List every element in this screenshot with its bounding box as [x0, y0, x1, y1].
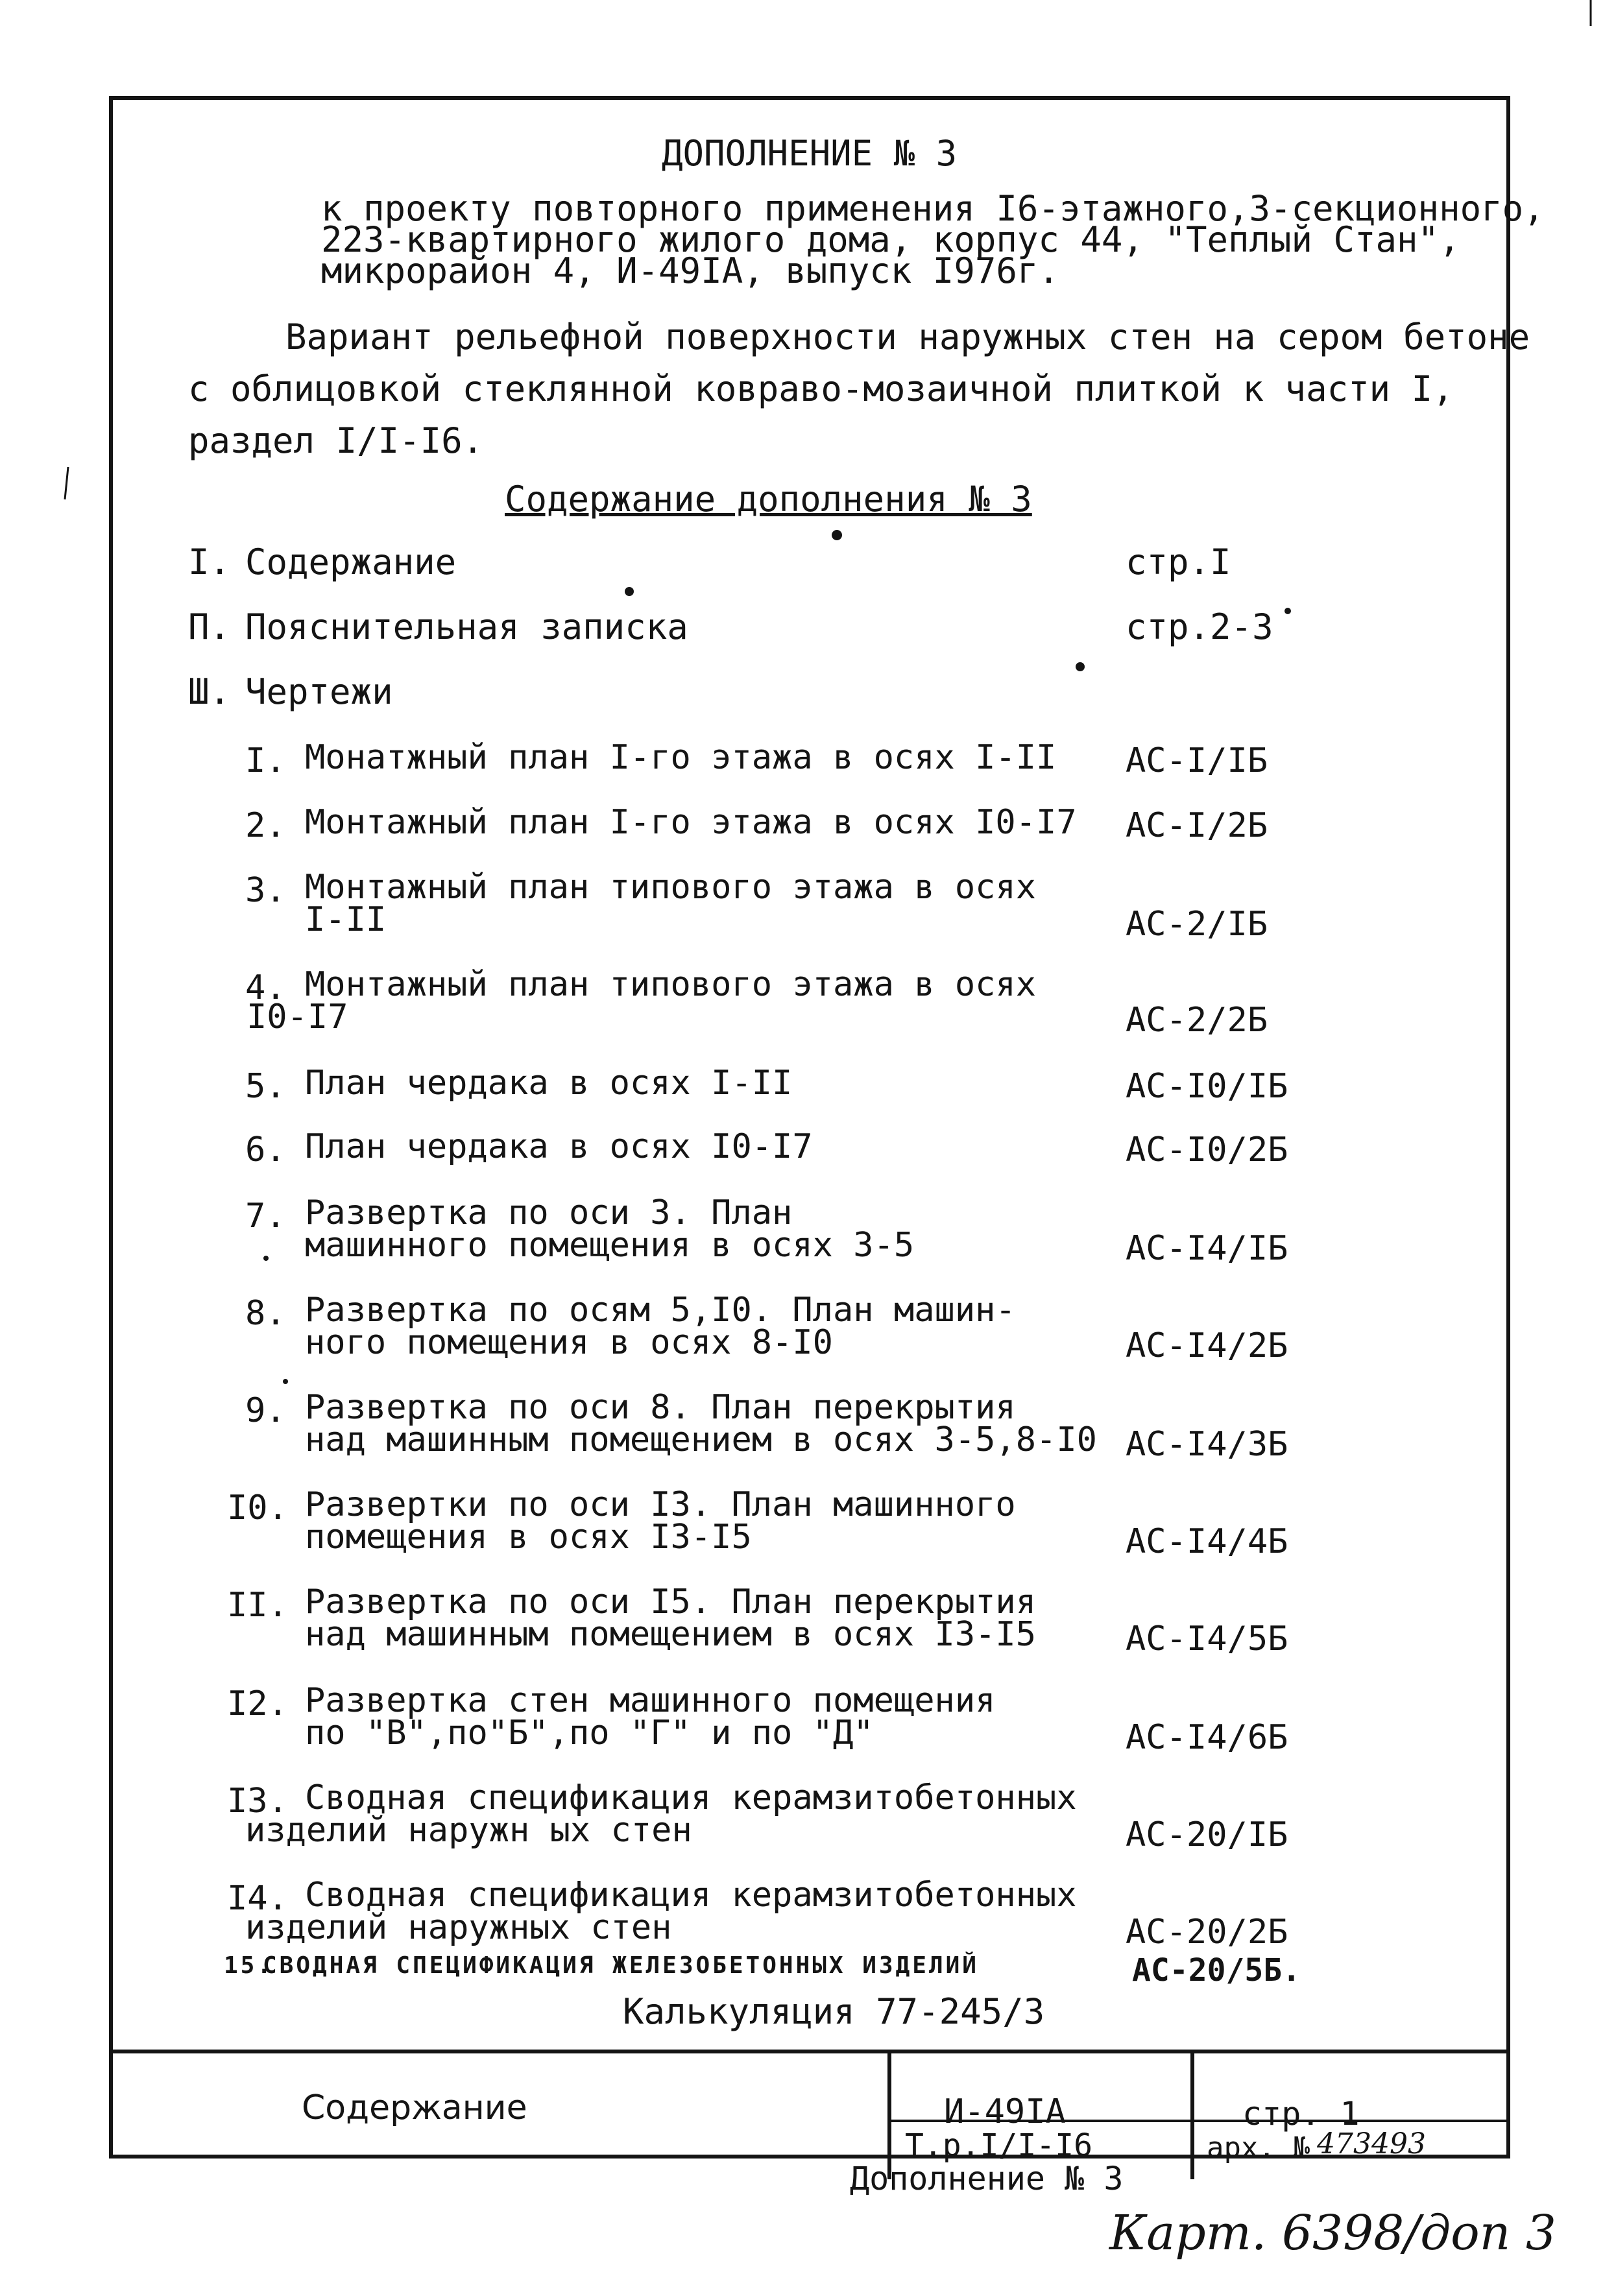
- drawing-title-cont: ного помещения в осях 8-I0: [305, 1323, 833, 1362]
- subtitle-line-2: 223-квартирного жилого дома, корпус 44, "Теплый Стан",: [321, 219, 1460, 260]
- drawing-title: Развертка стен машинного помещения: [305, 1681, 996, 1720]
- drawing-code: АС-I0/2Б: [1126, 1130, 1288, 1169]
- drawing-code: АС-I4/6Б: [1126, 1718, 1288, 1757]
- section-num: П.: [188, 606, 231, 647]
- drawing-code: АС-I4/3Б: [1126, 1425, 1288, 1464]
- drawing-num: 9.: [245, 1391, 286, 1430]
- item-15-num: 15.: [224, 1952, 274, 1979]
- drawing-title: Развертка по оси 3. План: [305, 1193, 793, 1232]
- drawing-num: II.: [227, 1586, 288, 1625]
- stamp-archive-number: 473493: [1317, 2127, 1426, 2160]
- intro-line-3: раздел I/I-I6.: [188, 420, 484, 461]
- stamp-divider-2: [1190, 2050, 1194, 2179]
- section-page: стр.2-3: [1126, 606, 1273, 647]
- drawing-title: Развертка по оси 8. План перекрытия: [305, 1388, 1016, 1427]
- drawing-title-cont: над машинным помещением в осях 3-5,8-I0: [305, 1420, 1097, 1459]
- document-title: ДОПОЛНЕНИЕ № 3: [662, 133, 958, 174]
- drawing-title: Монтажный план типового этажа в осях: [305, 965, 1037, 1004]
- drawing-num: I0.: [227, 1489, 288, 1527]
- drawing-code: АС-I0/IБ: [1126, 1067, 1288, 1106]
- drawing-title: План чердака в осях I-II: [305, 1064, 793, 1103]
- drawing-title: Сводная спецификация керамзитобетонных: [305, 1778, 1077, 1817]
- item-15-code: АС-20/5Б.: [1132, 1952, 1301, 1989]
- stamp-left-label: Содержание: [302, 2088, 527, 2127]
- frame-right: [1506, 96, 1510, 2158]
- contents-heading: Содержание дополнения № 3: [505, 479, 1032, 520]
- drawing-title: Монтажный план типового этажа в осях: [305, 868, 1037, 907]
- speck: [1076, 662, 1085, 671]
- section-num: I.: [188, 542, 231, 582]
- stamp-addendum: Дополнение № 3: [850, 2160, 1124, 2197]
- drawing-title-cont: I0-I7: [247, 998, 348, 1036]
- frame-top: [109, 96, 1510, 100]
- drawing-title: Сводная спецификация керамзитобетонных: [305, 1876, 1077, 1915]
- section-num: Ш.: [188, 671, 231, 712]
- drawing-code: АС-I/IБ: [1126, 741, 1268, 780]
- drawing-title: План чердака в осях I0-I7: [305, 1127, 813, 1166]
- drawing-title-cont: по "В",по"Б",по "Г" и по "Д": [305, 1714, 874, 1752]
- speck: [283, 1379, 288, 1384]
- drawing-code: АС-I4/IБ: [1126, 1229, 1288, 1268]
- speck: [625, 587, 634, 596]
- stamp-page: стр. 1: [1242, 2095, 1360, 2133]
- stamp-archive-label: арх. №: [1207, 2131, 1310, 2164]
- drawing-code: АС-20/IБ: [1126, 1815, 1288, 1854]
- drawing-num: I4.: [227, 1879, 288, 1918]
- section-label: Содержание: [245, 542, 457, 582]
- drawing-num: 3.: [245, 871, 286, 910]
- item-15-text: СВОДНАЯ СПЕЦИФИКАЦИЯ ЖЕЛЕЗОБЕТОННЫХ ИЗДЕЛИЙ: [263, 1952, 979, 1979]
- section-page: стр.I: [1126, 542, 1231, 582]
- drawing-num: I3.: [227, 1782, 288, 1821]
- section-label: Пояснительная записка: [245, 606, 688, 647]
- stamp-top-line: [109, 2050, 1510, 2053]
- handwritten-catalog-note: Карт. 6398/доп 3: [1109, 2205, 1556, 2261]
- intro-line-1: Вариант рельефной поверхности наружных стен на сером бетоне: [285, 317, 1530, 357]
- drawing-num: I2.: [227, 1684, 288, 1723]
- speck: [832, 530, 842, 540]
- drawing-num: 4.: [245, 968, 286, 1007]
- intro-line-2: с облицовкой стеклянной ковраво-мозаичной плиткой к части I,: [188, 368, 1454, 409]
- drawing-code: АС-I4/5Б: [1126, 1620, 1288, 1658]
- drawing-code: АС-I/2Б: [1126, 806, 1268, 845]
- speck: [1284, 608, 1291, 614]
- drawing-title: Монатжный план I-го этажа в осях I-II: [305, 738, 1057, 777]
- drawing-code: АС-I4/4Б: [1126, 1522, 1288, 1561]
- speck: [263, 1256, 269, 1261]
- subtitle-line-3: микрорайон 4, И-49IА, выпуск I976г.: [321, 250, 1059, 291]
- drawing-num: 6.: [245, 1130, 286, 1169]
- drawing-title-cont: изделий наружных стен: [245, 1908, 672, 1947]
- subtitle-line-1: к проекту повторного применения I6-этажного,3-секционного,: [321, 188, 1545, 229]
- frame-left: [109, 96, 113, 2158]
- speck-mark: [65, 467, 68, 499]
- drawing-title: Монтажный план I-го этажа в осях I0-I7: [305, 803, 1077, 842]
- drawing-code: АС-20/2Б: [1126, 1913, 1288, 1952]
- drawing-code: АС-2/IБ: [1126, 905, 1268, 944]
- drawing-title-cont: над машинным помещением в осях I3-I5: [305, 1615, 1037, 1654]
- drawing-title: Развертка по осям 5,I0. План машин-: [305, 1291, 1016, 1330]
- drawing-code: АС-I4/2Б: [1126, 1326, 1288, 1365]
- calculation-line: Калькуляция 77-245/3: [623, 1991, 1045, 2032]
- drawing-title-cont: машинного помещения в осях 3-5: [305, 1226, 915, 1265]
- drawing-title-cont: I-II: [305, 900, 387, 939]
- drawing-title-cont: помещения в осях I3-I5: [305, 1518, 752, 1557]
- stamp-project: И-49IА: [944, 2092, 1066, 2131]
- stamp-part: Т.р.I/I-I6: [905, 2127, 1092, 2164]
- drawing-num: 7.: [245, 1197, 286, 1236]
- drawing-num: 8.: [245, 1294, 286, 1333]
- drawing-num: 5.: [245, 1067, 286, 1106]
- drawing-num: 2.: [245, 806, 286, 845]
- drawing-code: АС-2/2Б: [1126, 1001, 1268, 1040]
- drawing-num: I.: [245, 741, 286, 780]
- drawing-title: Развертки по оси I3. План машинного: [305, 1485, 1016, 1524]
- section-label: Чертежи: [245, 671, 393, 712]
- drawing-title-cont: изделий наружн ых стен: [245, 1811, 692, 1850]
- drawing-title: Развертка по оси I5. План перекрытия: [305, 1583, 1037, 1621]
